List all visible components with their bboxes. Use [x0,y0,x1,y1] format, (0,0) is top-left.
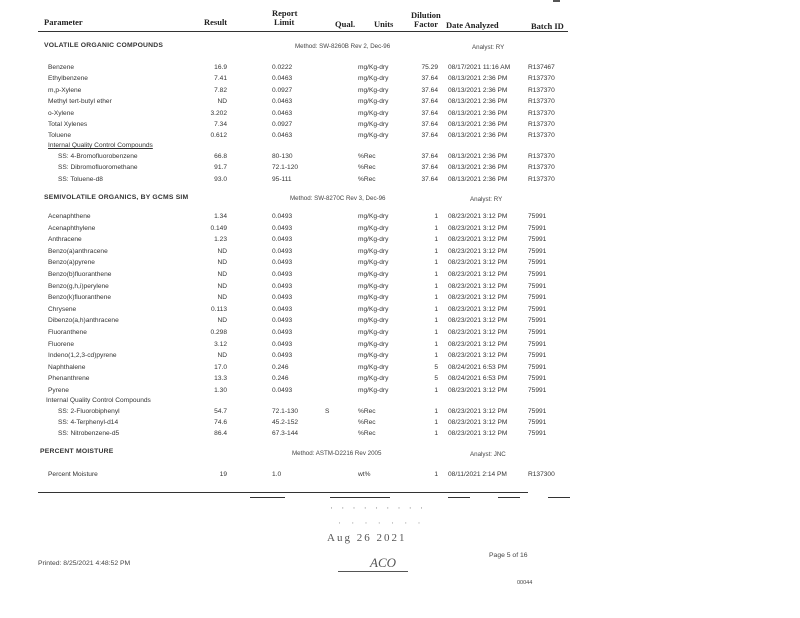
page-number: Page 5 of 16 [489,552,528,559]
table-row [0,153,800,164]
table-row [0,176,800,187]
tail-line [250,487,285,498]
result-value: 7.41 [214,75,227,83]
result-value: 3.12 [214,340,227,348]
units: mg/Kg-dry [358,247,389,255]
result-value: ND [217,282,227,290]
dilution-factor: 37.64 [421,98,438,106]
analyte-name: Indeno(1,2,3-cd)pyrene [48,352,117,360]
section-title-voc: VOLATILE ORGANIC COMPOUNDS [44,42,164,49]
report-limit: 0.0463 [272,98,293,106]
batch-id: R137300 [528,471,555,478]
section-analyst-svoc: Analyst: RY [470,196,503,203]
analyte-name: SS: 2-Fluorobiphenyl [58,408,120,415]
header-batch-id: Batch ID [531,21,564,31]
analyte-name: Benzo(b)fluoranthene [48,271,112,278]
table-row [0,408,800,419]
date-analyzed: 08/23/2021 3:12 PM [448,282,508,290]
table-row [0,419,800,430]
header-dilution-1: Dilution [411,10,441,20]
dilution-factor: 37.64 [421,164,438,172]
batch-id: 75991 [528,375,547,383]
table-row [0,341,800,352]
table-row [0,213,800,224]
section-title-moisture: PERCENT MOISTURE [40,448,114,455]
section-analyst-voc: Analyst: RY [472,44,505,51]
table-row [0,317,800,328]
analyte-name: Percent Moisture [48,471,98,478]
result-value: 93.0 [214,175,227,183]
date-analyzed: 08/13/2021 2:36 PM [448,175,508,183]
table-row [0,164,800,175]
result-value: 0.612 [210,132,227,140]
units: mg/Kg-dry [358,363,389,371]
report-limit: 0.0493 [272,282,293,290]
report-limit: 1.0 [272,471,282,478]
section-analyst-moisture: Analyst: JNC [470,451,506,458]
analyte-name: Total Xylenes [48,121,88,128]
date-analyzed: 08/23/2021 3:12 PM [448,430,508,438]
units: %Rec [358,175,376,183]
result-value: 1.34 [214,213,227,220]
dilution-factor: 1 [434,282,438,290]
result-value: 7.82 [214,86,227,94]
date-analyzed: 08/23/2021 3:12 PM [448,329,508,336]
report-limit: 95-111 [272,175,292,183]
batch-id: 75991 [528,259,547,267]
date-analyzed: 08/23/2021 3:12 PM [448,271,508,278]
result-value: ND [217,98,227,106]
table-row [0,329,800,340]
date-analyzed: 08/13/2021 2:36 PM [448,132,508,140]
batch-id: 75991 [528,294,547,302]
batch-id: R137467 [528,64,555,71]
date-analyzed: 08/24/2021 6:53 PM [448,375,508,383]
analyte-name: SS: Toluene-d8 [58,175,103,183]
header-parameter: Parameter [44,17,83,27]
batch-id: 75991 [528,247,547,255]
report-limit: 67.3-144 [272,430,299,438]
tail-line [548,487,570,498]
units: mg/Kg-dry [358,259,389,267]
table-row [0,110,800,121]
table-row [0,64,800,75]
table-row [0,352,800,363]
analyte-name: SS: Nitrobenzene-d5 [58,430,120,438]
date-analyzed: 08/23/2021 3:12 PM [448,259,508,267]
scan-speck [553,0,560,2]
dilution-factor: 1 [434,352,438,360]
result-value: 16.9 [214,64,227,71]
units: mg/Kg-dry [358,64,389,71]
report-limit: 0.0222 [272,64,293,71]
units: mg/Kg-dry [358,305,389,313]
report-limit: 0.0463 [272,75,293,83]
result-value: 1.30 [214,387,227,394]
table-row [0,306,800,317]
units: mg/Kg-dry [358,213,389,220]
analyte-name: Benzo(g,h,i)perylene [48,282,109,290]
batch-id: R137370 [528,153,555,160]
table-row [0,121,800,132]
date-analyzed: 08/23/2021 3:12 PM [448,419,508,427]
report-limit: 0.0493 [272,340,293,348]
result-value: ND [217,352,227,360]
report-limit: 0.0493 [272,259,293,267]
header-result: Result [204,17,228,27]
report-limit: 72.1-120 [272,164,299,172]
section-method-voc: Method: SW-8260B Rev 2, Dec-96 [295,43,391,50]
result-value: 66.8 [214,153,227,160]
date-analyzed: 08/17/2021 11:16 AM [448,64,511,71]
dilution-factor: 37.64 [421,75,438,83]
report-limit: 0.246 [272,375,289,383]
header-report-limit-1: Report [272,8,298,18]
signature-date: Aug 26 2021 [327,532,407,544]
units: %Rec [358,419,376,427]
date-analyzed: 08/13/2021 2:36 PM [448,153,508,160]
batch-id: 75991 [528,352,547,360]
header-rule [38,31,568,32]
date-analyzed: 08/13/2021 2:36 PM [448,109,508,117]
batch-id: 75991 [528,408,547,415]
date-analyzed: 08/23/2021 3:12 PM [448,408,508,415]
dilution-factor: 1 [434,247,438,255]
units: mg/Kg-dry [358,294,389,302]
dilution-factor: 1 [434,259,438,267]
analyte-name: Pyrene [48,387,69,394]
dilution-factor: 5 [434,375,438,383]
dilution-factor: 5 [434,363,438,371]
dilution-factor: 37.64 [421,86,438,94]
analyte-name: Benzo(k)fluoranthene [48,294,112,302]
analyte-name: SS: 4-Bromofluorobenzene [58,153,138,160]
batch-id: R137370 [528,132,555,140]
tail-line [330,487,390,498]
batch-id: 75991 [528,213,547,220]
date-analyzed: 08/23/2021 3:12 PM [448,387,508,394]
header-dilution-2: Factor [414,19,439,29]
report-limit: 0.0493 [272,213,293,220]
table-row [0,430,800,441]
batch-id: 75991 [528,387,547,394]
date-analyzed: 08/11/2021 2:14 PM [448,471,507,478]
report-limit: 72.1-130 [272,408,299,415]
result-value: 7.34 [214,121,227,128]
printed-timestamp: Printed: 8/25/2021 4:48:52 PM [38,560,131,567]
date-analyzed: 08/13/2021 2:36 PM [448,86,508,94]
analyte-name: Methyl tert-butyl ether [48,98,112,106]
dilution-factor: 1 [434,340,438,348]
table-row [0,236,800,247]
report-limit: 0.0493 [272,247,293,255]
units: mg/Kg-dry [358,375,389,383]
document-code: 00044 [517,580,533,586]
analyte-name: Acenaphthylene [48,224,96,232]
units: mg/Kg-dry [358,86,389,94]
table-row [0,271,800,282]
date-analyzed: 08/23/2021 3:12 PM [448,317,508,325]
dilution-factor: 1 [434,236,438,244]
analyte-name: Toluene [48,132,72,140]
analyte-name: Ethylbenzene [48,75,88,83]
table-row [0,75,800,86]
result-value: 0.149 [210,224,227,232]
batch-id: R137370 [528,164,555,172]
batch-id: R137370 [528,75,555,83]
analyte-name: m,p-Xylene [48,86,82,94]
report-limit: 0.246 [272,363,289,371]
batch-id: 75991 [528,430,547,438]
analyte-name: Dibenzo(a,h)anthracene [48,317,119,325]
batch-id: R137370 [528,109,555,117]
date-analyzed: 08/13/2021 2:36 PM [448,121,508,128]
header-units: Units [374,19,394,29]
date-analyzed: 08/13/2021 2:36 PM [448,164,508,172]
report-limit: 80-130 [272,153,293,160]
result-value: 74.6 [214,419,227,427]
batch-id: R137370 [528,121,555,128]
table-row [0,471,800,482]
report-limit: 0.0493 [272,271,293,278]
dilution-factor: 37.64 [421,132,438,140]
result-value: 54.7 [214,408,227,415]
date-analyzed: 08/13/2021 2:36 PM [448,75,508,83]
batch-id: 75991 [528,317,547,325]
date-analyzed: 08/23/2021 3:12 PM [448,247,508,255]
report-limit: 0.0493 [272,387,293,394]
dilution-factor: 75.29 [421,64,438,71]
result-value: 0.113 [210,305,227,313]
batch-id: 75991 [528,340,547,348]
dilution-factor: 1 [434,213,438,220]
batch-id: 75991 [528,282,547,290]
dilution-factor: 37.64 [421,175,438,183]
units: mg/Kg-dry [358,352,389,360]
date-analyzed: 08/23/2021 3:12 PM [448,213,508,220]
table-row [0,283,800,294]
units: %Rec [358,153,376,160]
units: mg/Kg-dry [358,132,389,140]
date-analyzed: 08/23/2021 3:12 PM [448,340,508,348]
dilution-factor: 1 [434,224,438,232]
signature-initials: ACO [370,555,396,570]
report-limit: 0.0463 [272,132,293,140]
analyte-name: SS: 4-Terphenyl-d14 [58,419,119,427]
analyte-name: Benzene [48,64,75,71]
date-analyzed: 08/23/2021 3:12 PM [448,224,508,232]
date-analyzed: 08/23/2021 3:12 PM [448,294,508,302]
result-value: 17.0 [214,363,227,371]
result-value: 86.4 [214,430,227,438]
result-value: 19 [219,471,227,478]
result-value: ND [217,259,227,267]
batch-id: 75991 [528,271,547,278]
report-limit: 0.0493 [272,305,293,313]
date-analyzed: 08/23/2021 3:12 PM [448,236,508,244]
batch-id: 75991 [528,363,547,371]
units: %Rec [358,408,376,415]
analyte-name: Fluoranthene [48,329,87,336]
table-row [0,364,800,375]
result-value: 3.202 [210,109,227,117]
units: mg/Kg-dry [358,121,389,128]
tail-line [448,487,470,498]
header-date-analyzed: Date Analyzed [446,20,499,30]
units: wt% [358,471,371,478]
report-limit: 0.0493 [272,236,293,244]
result-value: 0.298 [210,329,227,336]
batch-id: R137370 [528,98,555,106]
analyte-name: Naphthalene [48,363,86,371]
table-row [0,225,800,236]
analyte-name: o-Xylene [48,109,75,117]
header-report-limit-2: Limit [274,17,295,27]
units: mg/Kg-dry [358,98,389,106]
table-row [0,98,800,109]
result-value: ND [217,271,227,278]
batch-id: R137370 [528,86,555,94]
stamp-dots: · · · · · · · · · [330,503,426,513]
analyte-name: SS: Dibromofluoromethane [58,164,138,172]
section-method-svoc: Method: SW-8270C Rev 3, Dec-96 [290,195,386,202]
report-limit: 0.0927 [272,86,293,94]
units: mg/Kg-dry [358,329,389,336]
units: mg/Kg-dry [358,236,389,244]
batch-id: 75991 [528,305,547,313]
result-value: 91.7 [214,164,227,172]
analyte-name: Fluorene [48,340,75,348]
dilution-factor: 1 [434,271,438,278]
units: mg/Kg-dry [358,340,389,348]
dilution-factor: 1 [434,317,438,325]
units: mg/Kg-dry [358,282,389,290]
result-value: ND [217,247,227,255]
analyte-name: Phenanthrene [48,375,90,383]
dilution-factor: 37.64 [421,153,438,160]
table-row [0,375,800,386]
dilution-factor: 1 [434,419,438,427]
batch-id: 75991 [528,419,547,427]
dilution-factor: 1 [434,294,438,302]
stamp-dots: · · · · · · · [338,518,425,528]
report-limit: 0.0463 [272,109,293,117]
result-value: ND [217,294,227,302]
qualifier: S [325,408,330,415]
dilution-factor: 1 [434,387,438,394]
report-limit: 45.2-152 [272,419,299,427]
units: %Rec [358,164,376,172]
units: mg/Kg-dry [358,75,389,83]
analyte-name: Acenaphthene [48,213,91,220]
analyte-name: Anthracene [48,236,82,244]
report-limit: 0.0927 [272,121,293,128]
batch-id: R137370 [528,175,555,183]
report-limit: 0.0493 [272,294,293,302]
date-analyzed: 08/23/2021 3:12 PM [448,352,508,360]
dilution-factor: 1 [434,329,438,336]
result-value: 1.23 [214,236,227,244]
table-row [0,294,800,305]
report-limit: 0.0493 [272,224,293,232]
units: mg/Kg-dry [358,109,389,117]
report-limit: 0.0493 [272,317,293,325]
table-row [0,259,800,270]
tail-line [498,487,520,498]
dilution-factor: 37.64 [421,109,438,117]
batch-id: 75991 [528,329,547,336]
qc-title-svoc: Internal Quality Control Compounds [46,397,151,404]
dilution-factor: 1 [434,408,438,415]
dilution-factor: 1 [434,471,438,478]
dilution-factor: 37.64 [421,121,438,128]
dilution-factor: 1 [434,430,438,438]
units: mg/Kg-dry [358,387,389,394]
table-row [0,248,800,259]
report-limit: 0.0493 [272,329,293,336]
section-method-moisture: Method: ASTM-D2216 Rev 2005 [292,450,382,457]
report-limit: 0.0493 [272,352,293,360]
date-analyzed: 08/13/2021 2:36 PM [448,98,508,106]
batch-id: 75991 [528,236,547,244]
result-value: 13.3 [214,375,227,383]
analyte-name: Benzo(a)pyrene [48,259,95,267]
date-analyzed: 08/23/2021 3:12 PM [448,305,508,313]
result-value: ND [217,317,227,325]
analyte-name: Benzo(a)anthracene [48,247,108,255]
units: mg/Kg-dry [358,317,389,325]
date-analyzed: 08/24/2021 6:53 PM [448,363,508,371]
batch-id: 75991 [528,224,547,232]
header-qual: Qual. [335,19,356,29]
qc-title-voc: Internal Quality Control Compounds [48,142,153,149]
dilution-factor: 1 [434,305,438,313]
units: mg/Kg-dry [358,271,389,278]
section-title-svoc: SEMIVOLATILE ORGANICS, BY GCMS SIM [44,194,189,201]
units: mg/Kg-dry [358,224,389,232]
analyte-name: Chrysene [48,305,77,313]
table-row [0,87,800,98]
signature-line [338,571,408,572]
units: %Rec [358,430,376,438]
